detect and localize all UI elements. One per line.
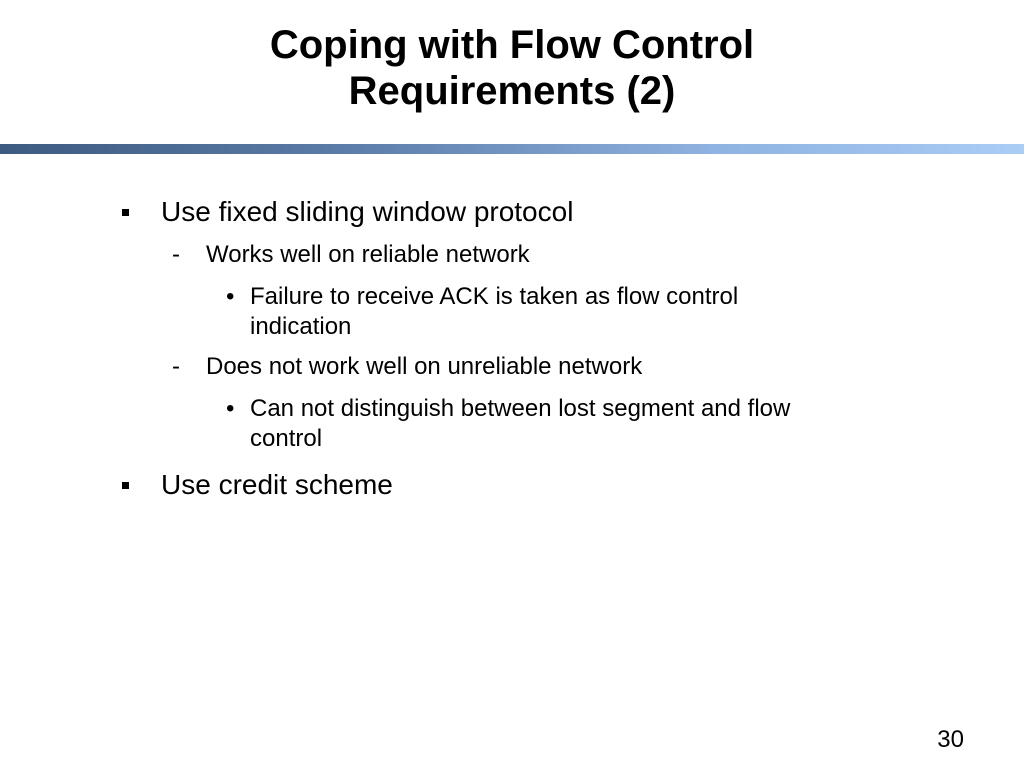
bullet-text: Use fixed sliding window protocol [161, 196, 574, 227]
dot-bullet-icon: • [226, 395, 235, 422]
title-line-2: Requirements (2) [348, 69, 676, 113]
bullet-text: Does not work well on unreliable network [206, 353, 643, 380]
bullet-text [250, 282, 930, 342]
dash-bullet-icon: - [172, 353, 180, 380]
bullet-text-line-2: indication [250, 313, 352, 340]
bullet-text [250, 394, 930, 454]
page-number: 30 [937, 726, 964, 753]
dot-bullet-icon: • [226, 283, 235, 310]
bullet-text: Use credit scheme [161, 469, 393, 500]
title-line-1: Coping with Flow Control [269, 23, 755, 67]
bullet-text-line-2: control [250, 425, 323, 452]
square-bullet-icon [122, 209, 129, 216]
bullet-text-line-1: Failure to receive ACK is taken as flow control [250, 283, 739, 310]
bullet-text: Works well on reliable network [206, 241, 530, 268]
dash-bullet-icon: - [172, 241, 180, 268]
bullet-text-line-1: Can not distinguish between lost segment and flow [250, 395, 791, 422]
square-bullet-icon [122, 482, 129, 489]
